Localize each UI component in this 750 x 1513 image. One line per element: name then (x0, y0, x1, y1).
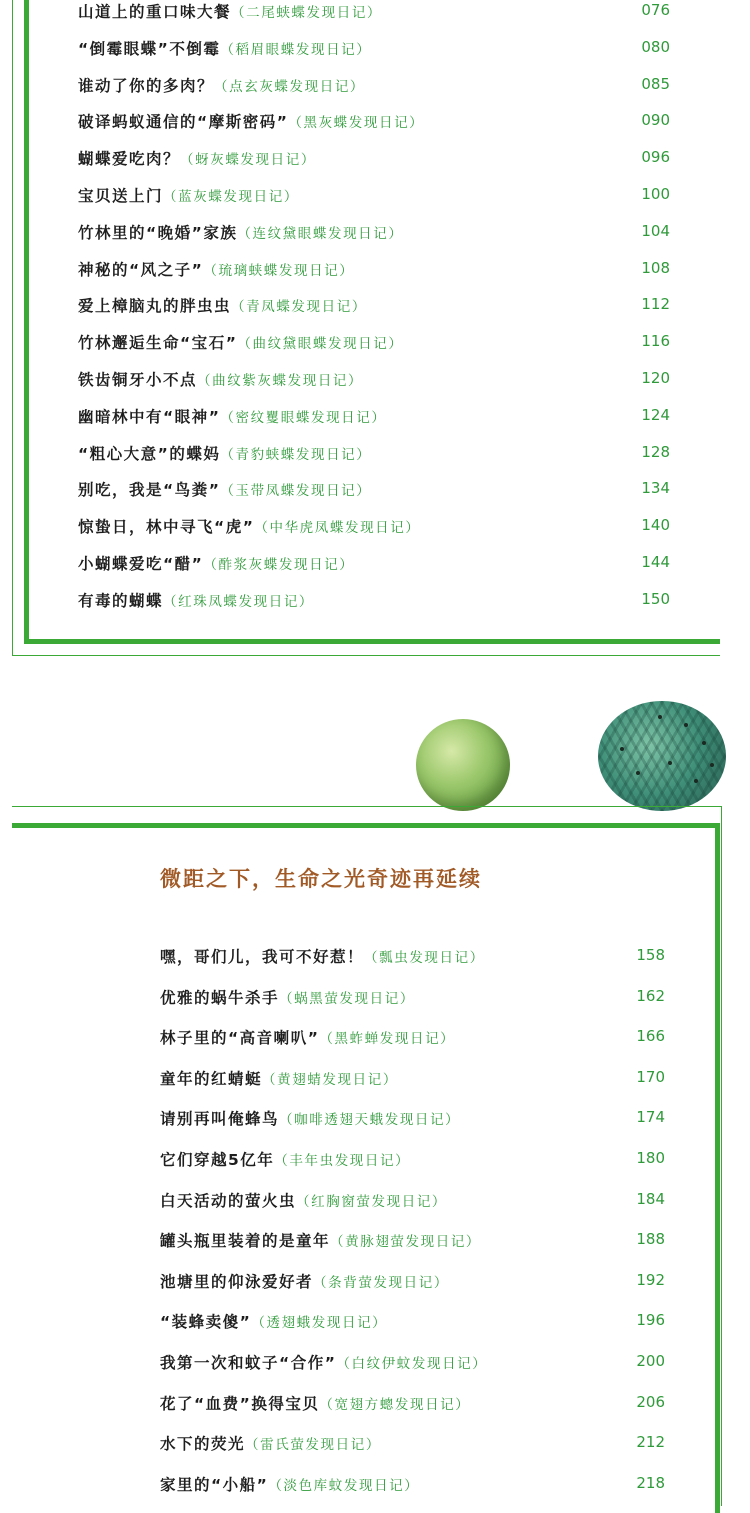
toc-entry[interactable] (78, 290, 367, 320)
toc-entry-subtitle: （黑蚱蝉发现日记） (319, 1031, 456, 1048)
toc-entry-page-number: 144 (641, 553, 670, 571)
toc-entry[interactable] (78, 438, 371, 468)
toc-entry-title: 破译蚂蚁通信的“摩斯密码” (78, 113, 289, 132)
toc-entry[interactable] (160, 1347, 487, 1377)
toc-entry[interactable] (78, 327, 403, 357)
toc-entry-page-number: 200 (636, 1352, 665, 1370)
toc-entry-subtitle: （蚜灰蝶发现日记） (180, 152, 316, 169)
toc-entry-subtitle: （雷氏萤发现日记） (245, 1437, 381, 1454)
toc-entry-title: 竹林邂逅生命“宝石” (78, 334, 238, 353)
toc-entry-page-number: 158 (636, 946, 665, 964)
toc-entry-title: 我第一次和蚊子“合作” (160, 1354, 337, 1372)
toc-entry[interactable] (160, 1225, 481, 1255)
toc-entry[interactable] (160, 982, 415, 1012)
toc-entry[interactable] (78, 364, 363, 394)
toc-entry[interactable] (160, 1428, 381, 1458)
toc-entry[interactable] (78, 180, 299, 210)
section-heading: 微距之下，生命之光奇迹再延续 (160, 867, 482, 891)
toc-entry-title: 它们穿越5亿年 (160, 1151, 275, 1169)
toc-entry-title: 池塘里的仰泳爱好者 (160, 1272, 314, 1291)
toc-entry-page-number: 076 (641, 1, 670, 19)
toc-entry[interactable] (160, 1103, 460, 1133)
toc-entry-subtitle: （曲纹紫灰蝶发现日记） (197, 373, 364, 389)
textured-egg-illustration (598, 701, 726, 811)
toc-entry-title: 花了“血费”换得宝贝 (160, 1394, 320, 1413)
toc-entry[interactable] (78, 0, 382, 26)
toc-entry-subtitle: （黄脉翅萤发现日记） (330, 1234, 482, 1251)
toc-entry-page-number: 085 (641, 74, 670, 93)
toc-entry-title: 蝴蝶爱吃肉？ (78, 150, 181, 169)
toc-entry[interactable] (78, 217, 403, 247)
toc-entry-page-number: 104 (641, 221, 670, 240)
toc-entry-page-number: 140 (641, 516, 670, 535)
toc-entry-title: 林子里的“高音喇叭” (160, 1029, 320, 1048)
toc-entry-title: 优雅的蜗牛杀手 (160, 988, 280, 1007)
toc-entry[interactable] (160, 1185, 447, 1215)
toc-entry-title: 谁动了你的多肉？ (78, 76, 215, 95)
toc-entry-subtitle: （红珠凤蝶发现日记） (163, 593, 315, 610)
toc-entry-page-number: 192 (636, 1270, 665, 1289)
toc-entry-subtitle: （瓢虫发现日记） (364, 950, 485, 966)
toc-entry[interactable] (78, 106, 424, 136)
toc-entry-title: 水下的荧光 (160, 1435, 246, 1454)
toc-entry-page-number: 206 (636, 1392, 665, 1411)
toc-entry-subtitle: （稻眉眼蝶发现日记） (220, 41, 372, 58)
toc-entry-title: 小蝴蝶爱吃“醋” (78, 555, 204, 573)
toc-entry-title: 竹林里的“晚婚”家族 (78, 223, 238, 242)
toc-entry-title: 山道上的重口味大餐 (78, 3, 232, 21)
toc-entry[interactable] (160, 1388, 470, 1418)
toc-entry-page-number: 124 (641, 405, 670, 424)
toc-entry-subtitle: （琉璃蛱蝶发现日记） (203, 262, 355, 279)
toc-entry-title: 惊蛰日，林中寻飞“虎” (78, 518, 255, 537)
toc-entry[interactable] (78, 143, 316, 173)
toc-entry-title: 有毒的蝴蝶 (78, 591, 164, 610)
toc-entry[interactable] (160, 1266, 449, 1296)
toc-entry-subtitle: （白纹伊蚊发现日记） (336, 1356, 488, 1372)
toc-entry-page-number: 212 (636, 1433, 665, 1452)
toc-entry-subtitle: （青豹蛱蝶发现日记） (220, 446, 372, 463)
toc-entry[interactable] (160, 1022, 455, 1052)
toc-entry-subtitle: （青凤蝶发现日记） (231, 299, 367, 316)
toc-entry-title: 宝贝送上门 (78, 187, 164, 205)
toc-entry[interactable] (160, 1063, 398, 1093)
toc-entry-page-number: 180 (636, 1149, 665, 1167)
toc-entry[interactable] (78, 585, 314, 615)
toc-entry-page-number: 162 (636, 986, 665, 1005)
toc-entry-page-number: 174 (636, 1108, 665, 1127)
toc-entry[interactable] (78, 474, 371, 504)
green-egg-illustration (416, 719, 510, 811)
toc-entry-title: 罐头瓶里装着的是童年 (160, 1232, 331, 1251)
toc-entry-title: 家里的“小船” (160, 1475, 269, 1494)
toc-entry[interactable] (160, 941, 485, 971)
toc-entry-subtitle: （中华虎凤蝶发现日记） (254, 520, 421, 537)
toc-entry-page-number: 120 (641, 369, 670, 387)
toc-entry-page-number: 170 (636, 1067, 665, 1086)
toc-entry-subtitle: （酢浆灰蝶发现日记） (203, 557, 355, 573)
toc-entry-title: 铁齿铜牙小不点 (78, 371, 198, 389)
toc-entry-page-number: 116 (641, 332, 670, 351)
toc-entry-title: “装蜂卖傻” (160, 1313, 252, 1332)
toc-entry-subtitle: （黄翅蜻发现日记） (262, 1071, 398, 1088)
toc-entry-title: 幽暗林中有“眼神” (78, 407, 221, 426)
toc-entry[interactable] (78, 401, 386, 431)
toc-entry-page-number: 218 (636, 1473, 665, 1492)
toc-entry-page-number: 150 (641, 589, 670, 608)
toc-entry-page-number: 134 (641, 479, 670, 498)
toc-entry-subtitle: （二尾蛱蝶发现日记） (231, 5, 383, 21)
toc-entry-page-number: 188 (636, 1230, 665, 1249)
toc-entry-subtitle: （点玄灰蝶发现日记） (214, 78, 366, 95)
toc-entry[interactable] (78, 548, 354, 578)
toc-entry-title: “粗心大意”的蝶妈 (78, 444, 221, 463)
toc-entry-subtitle: （蜗黑萤发现日记） (279, 990, 415, 1007)
toc-entry-page-number: 090 (641, 111, 670, 130)
toc-entry-page-number: 112 (641, 295, 670, 314)
toc-entry-title: “倒霉眼蝶”不倒霉 (78, 39, 221, 58)
toc-entry-page-number: 108 (641, 258, 670, 277)
toc-entry-subtitle: （曲纹黛眼蝶发现日记） (237, 336, 404, 353)
toc-entry[interactable] (78, 70, 365, 100)
toc-entry-subtitle: （透翅蛾发现日记） (251, 1315, 388, 1332)
toc-entry[interactable] (160, 1144, 410, 1174)
toc-entry-subtitle: （淡色库蚊发现日记） (268, 1477, 420, 1494)
toc-entry-subtitle: （丰年虫发现日记） (274, 1153, 411, 1169)
toc-entry[interactable] (160, 1306, 387, 1336)
toc-entry-title: 请别再叫俺蜂鸟 (160, 1110, 280, 1129)
toc-entry[interactable] (160, 1469, 419, 1499)
toc-entry[interactable] (78, 511, 420, 541)
toc-entry-title: 爱上樟脑丸的胖虫虫 (78, 297, 232, 316)
toc-entry-title: 别吃，我是“鸟粪” (78, 481, 221, 500)
toc-entry-title: 嘿，哥们儿，我可不好惹！ (160, 948, 365, 966)
toc-entry-page-number: 096 (641, 148, 670, 167)
toc-entry-page-number: 184 (636, 1189, 665, 1208)
toc-entry[interactable] (78, 33, 371, 63)
toc-entry-subtitle: （密纹矍眼蝶发现日记） (220, 409, 387, 426)
toc-entry-title: 白天活动的萤火虫 (160, 1191, 297, 1210)
toc-entry-subtitle: （咖啡透翅天蛾发现日记） (279, 1112, 461, 1129)
toc-entry-page-number: 100 (641, 185, 670, 203)
toc-entry-subtitle: （宽翅方蟌发现日记） (319, 1396, 471, 1413)
toc-entry-title: 神秘的“风之子” (78, 260, 204, 279)
toc-entry-subtitle: （玉带凤蝶发现日记） (220, 483, 372, 500)
toc-entry-subtitle: （红胸窗萤发现日记） (296, 1193, 448, 1210)
toc-entry-subtitle: （黑灰蝶发现日记） (288, 115, 425, 132)
toc-entry-page-number: 166 (636, 1027, 665, 1046)
toc-entry-page-number: 196 (636, 1311, 665, 1330)
toc-entry[interactable] (78, 254, 354, 284)
toc-entry-subtitle: （连纹黛眼蝶发现日记） (237, 225, 404, 242)
toc-entry-subtitle: （蓝灰蝶发现日记） (163, 189, 299, 205)
toc-entry-page-number: 080 (641, 37, 670, 56)
toc-entry-subtitle: （条背萤发现日记） (313, 1274, 449, 1291)
toc-entry-title: 童年的红蜻蜓 (160, 1069, 263, 1088)
toc-entry-page-number: 128 (641, 442, 670, 461)
